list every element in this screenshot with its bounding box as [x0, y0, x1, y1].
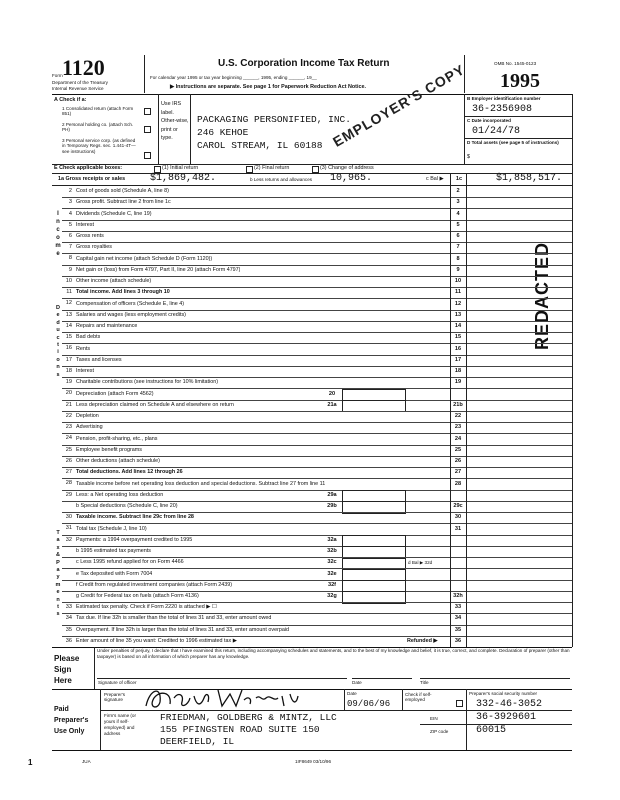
- line-amount-field[interactable]: [467, 445, 572, 456]
- line-ref-number: 26: [454, 458, 462, 465]
- preparer-signature-label: Preparer's signature: [104, 692, 126, 703]
- line-ref-number: 15: [454, 334, 462, 341]
- line-ref-number: 2: [456, 188, 460, 195]
- line-amount-field[interactable]: [467, 343, 572, 354]
- form-line-row: [62, 613, 572, 624]
- form-line-row: [62, 478, 572, 489]
- self-employed-checkbox[interactable]: [456, 700, 463, 707]
- line-description: Less depreciation claimed on Schedule A and elsewhere on return: [76, 401, 234, 408]
- line-description: Less: a Net operating loss deduction: [76, 491, 164, 498]
- consolidated-return-label: 1 Consolidated return (attach Form 851): [62, 106, 134, 117]
- line-ref-number: 36: [454, 637, 462, 644]
- form-line-row: [62, 265, 572, 276]
- line-amount-field[interactable]: [467, 546, 572, 557]
- form-line-row: [62, 388, 572, 399]
- perjury-statement: Under penalties of perjury, I declare that I have examined this return, including accompanying schedules and statements, and to the best of my knowledge and belief, it is true, correct, and complete. Declaration of preparer (other than taxpayer) is based on all information of which preparer has any knowledge.: [97, 648, 570, 659]
- line-number: 4: [68, 210, 72, 217]
- line-number: 5: [68, 221, 72, 228]
- preparer-ssn: 332-46-3052: [476, 699, 543, 710]
- preparer-date-label: Date: [347, 691, 357, 696]
- line-ref-number: 35: [454, 626, 462, 633]
- use-only-label: Use Only: [54, 728, 85, 735]
- form-line-row: [62, 512, 572, 523]
- line-amount-field[interactable]: [467, 636, 572, 647]
- line-amount-field[interactable]: [467, 197, 572, 208]
- line-amount-field[interactable]: [467, 411, 572, 422]
- line-ref-number: 28: [454, 480, 462, 487]
- line-ref-number: 16: [454, 345, 462, 352]
- line-ref-number: 23: [454, 424, 462, 431]
- line-description: Interest: [76, 221, 94, 228]
- form-line-row: [62, 208, 572, 219]
- line-description: Net gain or (loss) from Form 4797, Part II, line 20 (attach Form 4797): [76, 266, 241, 273]
- line-description: Tax due. If line 32h is smaller than the total of lines 31 and 33, enter amount owed: [76, 615, 272, 622]
- line-amount-field[interactable]: [467, 568, 572, 579]
- line-amount-field[interactable]: [467, 265, 572, 276]
- line-ref-number: 31: [454, 525, 462, 532]
- line-number: 25: [65, 446, 72, 453]
- line-ref-number: 27: [454, 469, 462, 476]
- firm-name: FRIEDMAN, GOLDBERG & MINTZ, LLC: [160, 712, 337, 723]
- gross-receipts-label: 1a Gross receipts or sales: [58, 176, 126, 182]
- firm-ein: 36-3929601: [476, 712, 537, 723]
- company-name: PACKAGING PERSONIFIED, INC.: [197, 114, 351, 125]
- line-amount-field[interactable]: [467, 355, 572, 366]
- line-description: Estimated tax penalty. Check if Form 2220 is attached ▶ ☐: [76, 604, 217, 611]
- refunded-label: Refunded ▶: [407, 637, 438, 644]
- line-description: Advertising: [76, 424, 103, 431]
- consolidated-return-checkbox[interactable]: [144, 108, 151, 115]
- line-ref-number: 14: [454, 323, 462, 330]
- line-description: Depreciation (attach Form 4562): [76, 390, 154, 397]
- line-number: 34: [65, 615, 72, 622]
- line-number: 12: [65, 300, 72, 307]
- tax-year: 1995: [500, 70, 540, 92]
- paid-label: Paid: [54, 706, 69, 713]
- line-description: Repairs and maintenance: [76, 323, 138, 330]
- final-return-checkbox[interactable]: [246, 166, 253, 173]
- firm-address: 155 PFINGSTEN ROAD SUITE 150: [160, 724, 320, 735]
- personal-holding-label: 2 Personal holding co. (attach Sch. PH): [62, 122, 134, 133]
- line-ref-number: 12: [454, 300, 462, 307]
- change-address-label: (3) Change of address: [320, 165, 374, 171]
- inner-line-ref: 29a: [327, 491, 337, 498]
- line-amount-field[interactable]: [467, 321, 572, 332]
- inner-line-ref: 32b: [327, 548, 337, 555]
- form-line-row: [62, 625, 572, 636]
- form-line-row: [62, 591, 572, 602]
- line-ref-number: 3: [456, 199, 460, 206]
- line-ref-number: 32h: [453, 592, 463, 599]
- form-line-row: [62, 220, 572, 231]
- firm-name-label: Firm's name (or yours if self-employed) and address: [104, 713, 137, 736]
- form-line-row: [62, 197, 572, 208]
- line-ref-number: 29c: [453, 503, 463, 510]
- line-amount-field[interactable]: [467, 332, 572, 343]
- form-line-row: [62, 602, 572, 613]
- form-line-row: [62, 557, 572, 568]
- line-amount-field[interactable]: [467, 220, 572, 231]
- form-line-row: [62, 310, 572, 321]
- line-amount-field[interactable]: [467, 366, 572, 377]
- form-line-row: [62, 501, 572, 512]
- redacted-stamp: REDACTED: [532, 241, 552, 350]
- company-street: 246 KEHOE: [197, 127, 249, 138]
- line-description: Gross royalties: [76, 244, 112, 251]
- line-ref-number: 8: [456, 255, 460, 262]
- line-description: c Less 1995 refund applied for on Form 4466: [76, 559, 184, 566]
- line-number: 22: [65, 412, 72, 419]
- line-amount-field[interactable]: [467, 512, 572, 523]
- inner-line-ref: 32g: [327, 592, 337, 599]
- line-description: Gross rents: [76, 233, 104, 240]
- line-number: 9: [68, 266, 72, 273]
- line-description: Depletion: [76, 413, 99, 420]
- form-line-row: [62, 298, 572, 309]
- line-number: 35: [65, 626, 72, 633]
- line-description: Salaries and wages (less employment credits): [76, 311, 186, 318]
- form-line-row: [62, 636, 572, 647]
- line-description: Dividends (Schedule C, line 19): [76, 210, 152, 217]
- line-number: 31: [65, 525, 72, 532]
- line-amount-field[interactable]: [467, 557, 572, 568]
- inner-line-ref: 29b: [327, 503, 337, 510]
- returns-allowances-value[interactable]: 10,965.: [330, 173, 373, 184]
- line-number: 18: [65, 367, 72, 374]
- ein-label: B Employer identification number: [467, 96, 541, 101]
- line-number: 19: [65, 379, 72, 386]
- balance-sub-label: d Bal ▶ 32d: [408, 559, 433, 565]
- line-amount-field[interactable]: [467, 298, 572, 309]
- line-description: Overpayment. If line 32h is larger than the total of lines 31 and 33, enter amount overpaid: [76, 626, 290, 633]
- please-label: Please: [54, 654, 80, 663]
- line-ref-number: 34: [454, 615, 462, 622]
- dept-treasury: Department of the Treasury: [52, 80, 108, 85]
- form-line-row: [62, 523, 572, 534]
- final-return-label: (2) Final return: [254, 165, 290, 171]
- line-description: Other deductions (attach schedule): [76, 458, 160, 465]
- line-number: 14: [65, 322, 72, 329]
- form-line-row: [62, 400, 572, 411]
- personal-service-checkbox[interactable]: [144, 152, 151, 159]
- line-amount-field[interactable]: [467, 535, 572, 546]
- line-ref-number: 19: [454, 379, 462, 386]
- form-line-row: [62, 490, 572, 501]
- line-number: 16: [65, 345, 72, 352]
- line-ref-number: 5: [456, 221, 460, 228]
- line-description: Total income. Add lines 3 through 10: [76, 289, 170, 296]
- form-line-row: [62, 535, 572, 546]
- line-description: Cost of goods sold (Schedule A, line 8): [76, 188, 169, 195]
- line-amount-field[interactable]: [467, 422, 572, 433]
- line-ref-number: 6: [456, 233, 460, 240]
- balance-value[interactable]: $1,858,517.: [496, 173, 563, 184]
- line-ref-number: 25: [454, 446, 462, 453]
- line-description: g Credit for Federal tax on fuels (attach Form 4136): [76, 592, 199, 599]
- returns-allowances-label: b Less returns and allowances: [250, 177, 313, 182]
- form-line-row: [62, 411, 572, 422]
- line-amount-field[interactable]: [467, 602, 572, 613]
- line-number: 13: [65, 311, 72, 318]
- company-city: CAROL STREAM, IL 60188: [197, 140, 323, 151]
- line-number: 7: [68, 244, 72, 251]
- inner-line-ref: 32f: [327, 581, 337, 588]
- line-ref-number: 4: [456, 210, 460, 217]
- zip-label: ZIP code: [430, 729, 449, 734]
- line-amount-field[interactable]: [467, 467, 572, 478]
- self-employed-label: Check if self-employed: [405, 692, 432, 703]
- instructions-note: ▶ Instructions are separate. See page 1 for Paperwork Reduction Act Notice.: [170, 84, 366, 90]
- line-number: 24: [65, 435, 72, 442]
- line-description: Gross profit. Subtract line 2 from line 1c: [76, 199, 171, 206]
- firm-ein-label: EIN: [430, 716, 438, 721]
- form-line-row: [62, 366, 572, 377]
- total-assets-label: D Total assets (see page 5 of instructions): [467, 140, 559, 145]
- personal-service-label: 3 Personal service corp. (as defined in Temporary Regs. sec. 1.441-4T—see instructions): [62, 138, 136, 154]
- inner-line-ref: 32e: [327, 570, 337, 577]
- line-description: Interest: [76, 368, 94, 375]
- line-amount-field[interactable]: [467, 591, 572, 602]
- line-amount-field[interactable]: [467, 456, 572, 467]
- form-line-row: [62, 231, 572, 242]
- irs-label: Internal Revenue Service: [52, 86, 104, 91]
- line-amount-field[interactable]: [467, 253, 572, 264]
- tax-year-line: For calendar year 1995 or tax year beginning ______, 1995, ending ______, 19__: [150, 75, 317, 80]
- form-number: 1120: [62, 55, 105, 80]
- preparer-date: 09/06/96: [347, 699, 391, 709]
- sign-label: Sign: [54, 665, 72, 674]
- form-line-row: [62, 332, 572, 343]
- inner-line-ref: 21a: [327, 401, 337, 408]
- form-line-row: [62, 321, 572, 332]
- preparers-label: Preparer's: [54, 717, 89, 724]
- applicable-boxes-label: E Check applicable boxes:: [54, 165, 123, 171]
- line-description: Rents: [76, 345, 91, 352]
- line-amount-field[interactable]: [467, 478, 572, 489]
- line-ref-number: 30: [454, 514, 462, 521]
- form-line-row: [62, 242, 572, 253]
- form-line-row: [62, 377, 572, 388]
- line-number: 32: [65, 536, 72, 543]
- line-number: 23: [65, 424, 72, 431]
- line-description: Enter amount of line 35 you want: Credited to 1996 estimated tax ▶: [76, 637, 237, 644]
- form-code: 1IF8649 03/10/96: [295, 759, 332, 764]
- form-line-row: [62, 445, 572, 456]
- line-amount-field[interactable]: [467, 400, 572, 411]
- line-description: Capital gain net income (attach Schedule D (Form 1120)): [76, 255, 213, 262]
- line-amount-field[interactable]: [467, 231, 572, 242]
- form-line-row: [62, 580, 572, 591]
- line-amount-field[interactable]: [467, 186, 572, 197]
- form-line-row: [62, 422, 572, 433]
- change-address-checkbox[interactable]: [312, 166, 319, 173]
- form-line-row: [62, 343, 572, 354]
- line-description: Other income (attach schedule): [76, 278, 152, 285]
- line-number: 33: [65, 604, 72, 611]
- line-amount-field[interactable]: [467, 388, 572, 399]
- line-number: 8: [68, 255, 72, 262]
- line-description: Charitable contributions (see instructions for 10% limitation): [76, 379, 219, 386]
- line-description: Bad debts: [76, 334, 101, 341]
- line-ref-number: 24: [454, 435, 462, 442]
- line-amount-field[interactable]: [467, 523, 572, 534]
- form-line-row: [62, 186, 572, 197]
- form-line-row: [62, 467, 572, 478]
- line-ref-number: 33: [454, 604, 462, 611]
- line-number: 29: [65, 491, 72, 498]
- line-description: e Tax deposited with Form 7004: [76, 570, 153, 577]
- deductions-side-label: D e d u c t i o n s: [56, 305, 60, 378]
- line-amount-field[interactable]: [467, 276, 572, 287]
- line-number: 21: [65, 401, 72, 408]
- form-label: Form: [52, 73, 63, 78]
- check-if-label: A Check if a:: [54, 97, 87, 103]
- total-assets-dollar: $: [467, 154, 470, 160]
- line-number: 20: [65, 390, 72, 397]
- form-line-row: [62, 287, 572, 298]
- line-description: Taxable income. Subtract line 29c from line 28: [76, 514, 194, 521]
- line-number: 28: [65, 480, 72, 487]
- line-amount-field[interactable]: [467, 310, 572, 321]
- line-description: Pension, profit-sharing, etc., plans: [76, 435, 158, 442]
- employers-copy-stamp: EMPLOYER'S COPY: [330, 61, 468, 150]
- line-description: Taxes and licenses: [76, 356, 122, 363]
- line-amount-field[interactable]: [467, 625, 572, 636]
- form-line-row: [62, 276, 572, 287]
- line-ref-number: 18: [454, 368, 462, 375]
- line-amount-field[interactable]: [467, 377, 572, 388]
- line-number: 26: [65, 457, 72, 464]
- line-amount-field[interactable]: [467, 287, 572, 298]
- personal-holding-checkbox[interactable]: [144, 126, 151, 133]
- page-number: 1: [28, 758, 33, 767]
- line-amount-field[interactable]: [467, 242, 572, 253]
- line-amount-field[interactable]: [467, 433, 572, 444]
- line-number: 2: [68, 188, 72, 195]
- line-ref-number: 21b: [453, 401, 463, 408]
- income-side-label: I n c o m e: [55, 211, 61, 257]
- line-ref-number: 13: [454, 311, 462, 318]
- inner-line-ref: 20: [328, 390, 336, 397]
- balance-label: c Bal ▶: [426, 176, 444, 182]
- initial-return-label: (1) Initial return: [162, 165, 199, 171]
- form-line-row: [62, 433, 572, 444]
- line-description: b 1995 estimated tax payments: [76, 548, 151, 555]
- line-description: Compensation of officers (Schedule E, line 4): [76, 300, 185, 307]
- date-incorporated-label: C Date incorporated: [467, 118, 511, 123]
- signature-officer-label: Signature of officer: [98, 680, 137, 685]
- line-amount-field[interactable]: [467, 580, 572, 591]
- line-description: Taxable income before net operating loss deduction and special deductions. Subtract line 27 from line 11: [76, 480, 326, 487]
- sign-title-label: Title: [420, 680, 429, 685]
- line-description: Total tax (Schedule J, line 10): [76, 525, 147, 532]
- omb-number: OMB No. 1545-0123: [494, 61, 537, 66]
- ein-value: 36-2356908: [472, 104, 533, 115]
- initial-return-checkbox[interactable]: [154, 166, 161, 173]
- jua-label: JUA: [82, 759, 91, 764]
- line-amount-field[interactable]: [467, 208, 572, 219]
- line-amount-field[interactable]: [467, 501, 572, 512]
- line-ref-number: 11: [455, 289, 461, 296]
- line-ref-number: 7: [456, 244, 460, 251]
- firm-zip: 60015: [476, 725, 507, 736]
- preparer-ssn-label: Preparer's social security number: [469, 691, 538, 696]
- form-line-row: [62, 546, 572, 557]
- line-number: 10: [65, 277, 72, 284]
- gross-receipts-value[interactable]: $1,869,482.: [150, 173, 217, 184]
- inner-line-ref: 32c: [327, 559, 337, 566]
- form-line-row: [62, 253, 572, 264]
- line-description: Total deductions. Add lines 12 through 26: [76, 469, 183, 476]
- form-line-row: [62, 568, 572, 579]
- tax-payments-side-label: T a x & P a y m e n t s: [55, 530, 61, 618]
- here-label: Here: [54, 676, 72, 685]
- line-ref-1c: 1c: [455, 176, 463, 182]
- line-amount-field[interactable]: [467, 490, 572, 501]
- line-number: 17: [65, 356, 72, 363]
- firm-city: DEERFIELD, IL: [160, 736, 235, 747]
- line-ref-number: 9: [456, 266, 460, 273]
- line-ref-number: 17: [454, 356, 462, 363]
- line-number: 6: [68, 232, 72, 239]
- line-number: 15: [65, 334, 72, 341]
- line-description: f Credit from regulated investment companies (attach Form 2439): [76, 581, 233, 588]
- sign-date-label: Date: [352, 680, 362, 685]
- line-ref-number: 22: [454, 413, 462, 420]
- line-description: Employee benefit programs: [76, 446, 142, 453]
- line-description: Payments: a 1994 overpayment credited to 1995: [76, 536, 193, 543]
- line-description: b Special deductions (Schedule C, line 20): [76, 503, 178, 510]
- irs-label-note: Use IRS label. Other-wise, print or type.: [161, 101, 189, 141]
- inner-line-ref: 32a: [327, 536, 337, 543]
- form-line-row: [62, 355, 572, 366]
- line-number: 27: [65, 469, 72, 476]
- line-number: 36: [65, 637, 72, 644]
- date-incorporated-value: 01/24/78: [472, 126, 521, 137]
- line-number: 3: [68, 199, 72, 206]
- form-line-row: [62, 456, 572, 467]
- line-number: 11: [66, 289, 72, 296]
- line-ref-number: 10: [454, 278, 462, 285]
- line-number: 30: [65, 514, 72, 521]
- page-title: U.S. Corporation Income Tax Return: [218, 58, 390, 69]
- line-amount-field[interactable]: [467, 613, 572, 624]
